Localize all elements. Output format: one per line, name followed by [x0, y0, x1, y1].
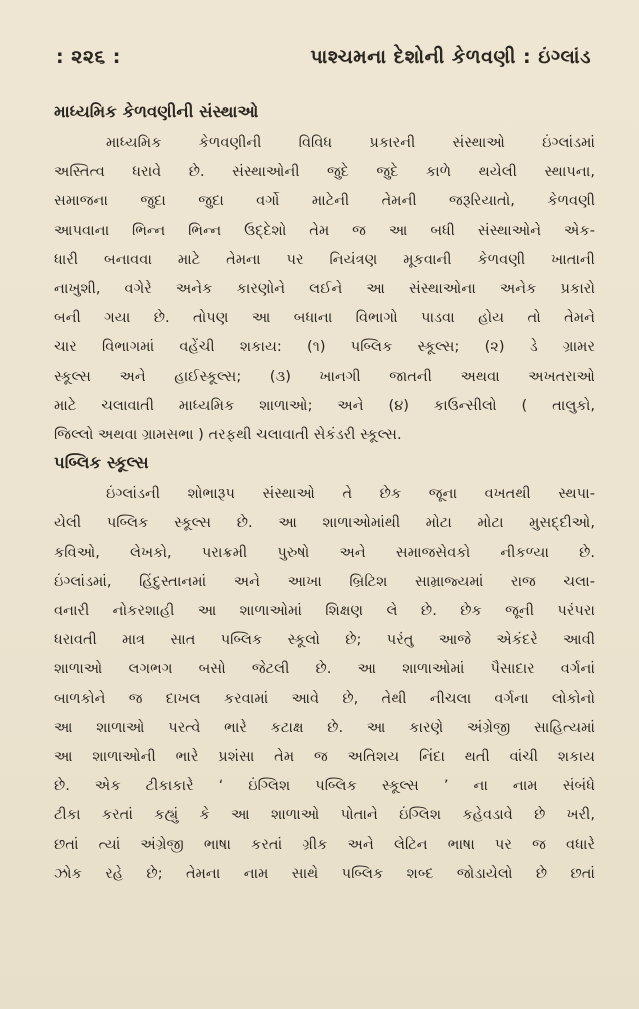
text-line: વનારી નોકરશાહી આ શાળાઓમાં શિક્ષણ લે છે. છેક જૂની પરંપરા — [54, 602, 595, 620]
section-heading-secondary-institutions: માધ્યમિક કેળવણીની સંસ્થાઓ — [54, 102, 259, 121]
running-header — [54, 46, 595, 86]
text-line: છતાં ત્યાં અંગ્રેજી ભાષા કરતાં ગ્રીક અને લેટિન ભાષા પર જ વધારે — [54, 835, 595, 853]
text-line: ધરાવતી માત્ર સાત પબ્લિક સ્કૂલો છે; પરંતુ આજે એકંદરે આવી — [54, 631, 595, 649]
text-line: શાળાઓ લગભગ બસો જેટલી છે. આ શાળાઓમાં પૈસાદાર વર્ગનાં — [54, 660, 595, 678]
text-line: યેલી પબ્લિક સ્કૂલ્સ છે. આ શાળાઓમાંથી મોટા મોટા મુસદ્દીઓ, — [54, 514, 595, 532]
text-line: ઇંગ્લાંડમાં, હિંદુસ્તાનમાં અને આખા બ્રિટિશ સામ્રાજ્યમાં રાજ ચલા- — [54, 572, 595, 590]
text-line: ધારી બનાવવા માટે તેમના પર નિયંત્રણ મૂકવાની કેળવણી ખાતાની — [54, 250, 595, 268]
text-line: ઇંગ્લાંડની શોભારૂપ સંસ્થાઓ તે છેક જૂના વખતથી સ્થપા- — [106, 485, 595, 503]
text-line: બની ગયા છે. તોપણ આ બધાના વિભાગો પાડવા હોય તો તેમને — [54, 309, 595, 327]
text-line: આ શાળાઓ પરત્વે ભારે કટાક્ષ છે. આ કારણે અંગ્રેજી સાહિત્યમાં — [54, 718, 595, 736]
text-line: સમાજના જુદા જુદા વર્ગો માટેની તેમની જરૂરિયાતો, કેળવણી — [54, 192, 595, 210]
text-line: છે. એક ટીકાકારે ‘ ઇંગ્લિશ પબ્લિક સ્કૂલ્સ ’ ના નામ સંબંધે — [54, 777, 595, 795]
text-line: કવિઓ, લેખકો, પરાક્રમી પુરુષો અને સમાજસેવકો નીકળ્યા છે. — [54, 543, 595, 561]
text-line: આ શાળાઓની ભારે પ્રશંસા તેમ જ અતિશય નિંદા થતી વાંચી શકાય — [54, 748, 595, 766]
section-heading-public-schools: પબ્લિક સ્કૂલ્સ — [54, 453, 149, 473]
text-line: સ્કૂલ્સ અને હાઈસ્કૂલ્સ; (૩) ખાનગી જાતની અથવા અખતરાઓ — [54, 367, 595, 385]
paragraph-secondary-institutions — [54, 128, 595, 449]
running-title: પાશ્ચમના દેશોની કેળવણી : ઇંગ્લાંડ — [310, 46, 591, 68]
text-line: ચાર વિભાગમાં વહેંચી શકાય: (૧) પબ્લિક સ્કૂલ્સ; (૨) ડે ગ્રામર — [54, 338, 595, 356]
text-line: ટીકા કરતાં કહ્યું કે આ શાળાઓ પોતાને ઇંગ્લિશ કહેવડાવે છે ખરી, — [54, 806, 595, 824]
page-number: : ૨૨૬ : — [56, 46, 121, 68]
text-line: અસ્તિત્વ ધરાવે છે. સંસ્થાઓની જુદે જુદે કાળે થયેલી સ્થાપના, — [54, 163, 595, 181]
text-line: ઝોક રહે છે; તેમના નામ સાથે પબ્લિક શબ્દ જોડાયેલો છે છતાં — [54, 864, 595, 882]
text-line: માધ્યમિક કેળવણીની વિવિધ પ્રકારની સંસ્થાઓ ઇંગ્લાંડમાં — [106, 134, 595, 151]
text-line: નાખુશી, વગેરે અનેક કારણોને લઈને આ સંસ્થાઓના અનેક પ્રકારો — [54, 280, 595, 298]
text-line: જિલ્લો અથવા ગ્રામસભા ) તરફથી ચલાવાતી સેકંડરી સ્કૂલ્સ. — [54, 426, 402, 444]
text-line: આપવાના ભિન્ન ભિન્ન ઉદ્દેશો તેમ જ આ બધી સંસ્થાઓને એક- — [54, 221, 595, 239]
text-line: બાળકોને જ દાખલ કરવામાં આવે છે, તેથી નીચલા વર્ગના લોકોનો — [54, 689, 595, 707]
text-line: માટે ચલાવાતી માધ્યમિક શાળાઓ; અને (૪) કાઉન્સીલો ( તાલુકો, — [54, 396, 595, 414]
paragraph-public-schools — [54, 479, 595, 888]
